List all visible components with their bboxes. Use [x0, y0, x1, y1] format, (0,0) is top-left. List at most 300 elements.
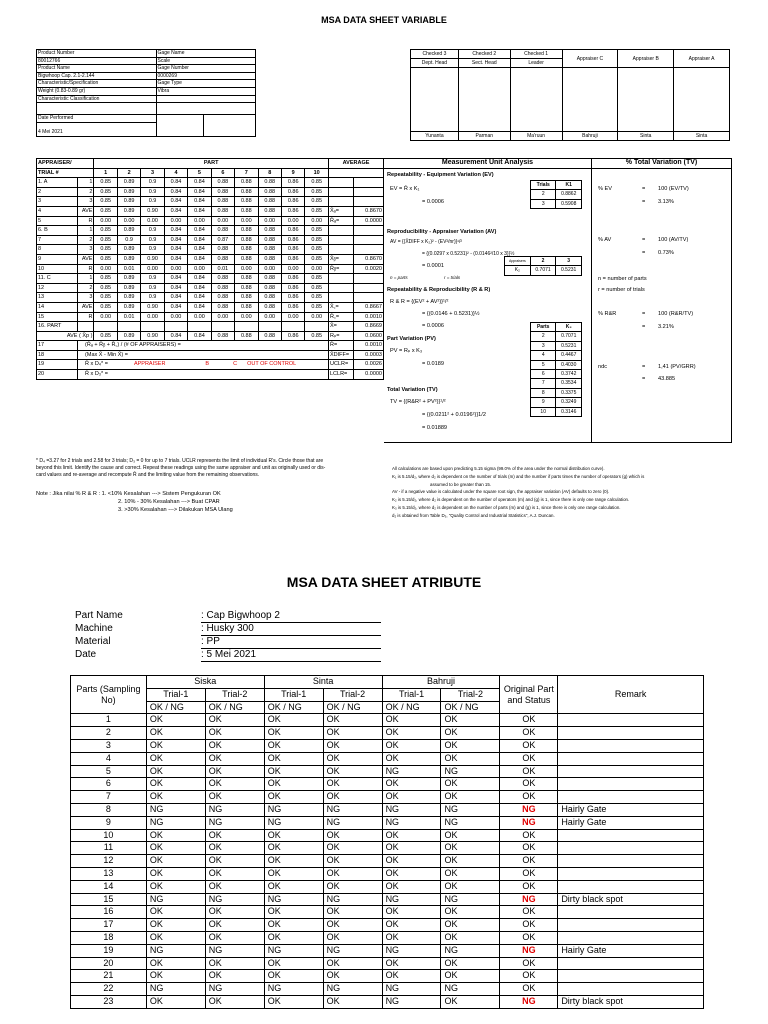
judgement-cell: OK: [205, 970, 264, 983]
judgement-cell: OK: [323, 867, 382, 880]
measure-cell: 0.00: [235, 216, 258, 226]
stat-label: X̄=: [328, 322, 353, 332]
calc-text: R̄ x D₄* =: [85, 361, 108, 368]
stat-value: 0.8669: [354, 322, 384, 332]
judgement-cell: OK: [382, 867, 441, 880]
pct-rr-eq: =: [642, 323, 646, 330]
k1-head-k1: K1: [556, 181, 582, 190]
appraiser-cell: 15: [37, 312, 78, 322]
judgement-cell: NG: [323, 893, 382, 906]
ndc-eq: =: [642, 363, 646, 370]
judgement-cell: NG: [382, 803, 441, 816]
info-label: Characteristic/Specification: [37, 80, 157, 88]
part-average-cell: 0.84: [164, 331, 187, 341]
measure-cell: 0.88: [258, 293, 281, 303]
appraiser-cell: 14: [37, 302, 78, 312]
pv-title: Part Variation (PV): [387, 335, 436, 342]
judgement-cell: OK: [323, 778, 382, 791]
judgement-cell: OK: [441, 842, 500, 855]
attr-field-row: [75, 623, 385, 636]
measure-cell: 0.85: [94, 235, 117, 245]
role-dept-head: Dept. Head: [411, 59, 459, 68]
remark-cell: [558, 727, 704, 740]
judgement-cell: OK: [323, 752, 382, 765]
stat-label: Rₚ=: [328, 331, 353, 341]
remark-cell: [558, 880, 704, 893]
original-status: OK: [500, 983, 558, 996]
measure-cell: 0.88: [211, 293, 234, 303]
judgement-cell: OK: [264, 842, 323, 855]
judgement-cell: OK: [146, 727, 205, 740]
info-label: 80012766: [37, 57, 157, 65]
calc-text: APPRAISER: [133, 361, 166, 368]
judgement-cell: OK: [441, 752, 500, 765]
trial-cell: AVE: [78, 302, 94, 312]
part-header: PART: [94, 159, 329, 169]
original-status: OK: [500, 765, 558, 778]
measure-cell: 0.9: [141, 293, 164, 303]
k3-cell: 0.3534: [556, 379, 582, 388]
measure-cell: 0.85: [305, 178, 329, 188]
measure-cell: 0.88: [235, 178, 258, 188]
info-label: Bigwhoop Cap. 2.1-2.144: [37, 72, 157, 80]
ok-ng-header: OK / NG: [264, 701, 323, 714]
measure-cell: 0.00: [188, 264, 211, 274]
stat-value: [354, 283, 384, 293]
measure-cell: 0.84: [164, 245, 187, 255]
measure-cell: 0.86: [281, 226, 304, 236]
appraiser-b-head: Appraiser B: [618, 50, 674, 68]
k2-head: 3: [556, 257, 582, 266]
judgement-cell: OK: [264, 970, 323, 983]
measure-cell: 0.88: [258, 245, 281, 255]
trial-cell: 3: [78, 245, 94, 255]
judgement-cell: OK: [323, 842, 382, 855]
judgement-cell: OK: [323, 829, 382, 842]
original-status: OK: [500, 727, 558, 740]
measure-cell: 0.85: [94, 274, 117, 284]
k2-label: K₂: [505, 266, 531, 275]
calc-text: (Max X̄ - Min X̄) =: [85, 351, 128, 358]
remark-cell: [558, 791, 704, 804]
measure-cell: 0.88: [235, 197, 258, 207]
stat-value: [354, 293, 384, 303]
note-line: 3. >30% Kesalahan ---> Dilakukan MSA Ulang: [118, 507, 233, 513]
original-status: OK: [500, 931, 558, 944]
sign-box: [618, 68, 674, 132]
judgement-cell: OK: [264, 778, 323, 791]
r-trials-def: r = number of trials: [598, 286, 645, 293]
measure-cell: [235, 322, 258, 332]
appraiser-cell: 13: [37, 293, 78, 303]
variable-data-table: [36, 158, 384, 380]
stat-label: [328, 274, 353, 284]
k3-cell: 0.3146: [556, 407, 582, 416]
measure-cell: [211, 322, 234, 332]
original-status: OK: [500, 880, 558, 893]
measure-cell: 0.88: [235, 302, 258, 312]
pct-rr-formula: 100 (R&R/TV): [658, 310, 694, 317]
measure-cell: 0.01: [117, 312, 140, 322]
pct-av-value: 0.73%: [658, 249, 674, 256]
measure-cell: 0.85: [94, 178, 117, 188]
trial-header: TRIAL #: [37, 168, 94, 178]
stat-label: R̄꜀=: [328, 312, 353, 322]
measure-cell: 0.90: [141, 206, 164, 216]
info-label: Product Number: [37, 50, 157, 58]
measure-cell: 0.84: [188, 235, 211, 245]
measure-cell: 0.85: [305, 226, 329, 236]
average-header: AVERAGE: [328, 159, 383, 169]
remark-cell: [558, 957, 704, 970]
judgement-cell: NG: [146, 944, 205, 957]
judgement-cell: OK: [264, 931, 323, 944]
av-formula: AV = {(X̄DIFF x K₂)² - (EV²/nr)}¹/²: [390, 238, 462, 245]
measure-cell: [94, 322, 117, 332]
measure-cell: 0.84: [164, 178, 187, 188]
tv-result: = 0.01889: [422, 424, 448, 431]
measure-cell: 0.9: [141, 187, 164, 197]
judgement-cell: OK: [441, 778, 500, 791]
measure-cell: 0.9: [141, 235, 164, 245]
part-number: 13: [71, 867, 147, 880]
judgement-cell: NG: [205, 944, 264, 957]
pct-av-eq: =: [642, 236, 646, 243]
original-status: OK: [500, 919, 558, 932]
stat-value: 0.8670: [354, 206, 384, 216]
k3-cell: 2: [531, 332, 556, 341]
pct-ev-eq: =: [642, 198, 646, 205]
part-average-cell: 0.90: [141, 331, 164, 341]
measure-cell: 0.88: [258, 187, 281, 197]
stat-label: [328, 293, 353, 303]
appraiser-name: Sinta: [674, 132, 730, 141]
trial-1-header: Trial-1: [146, 688, 205, 701]
judgement-cell: NG: [264, 893, 323, 906]
measure-cell: 0.00: [141, 312, 164, 322]
judgement-cell: NG: [382, 816, 441, 829]
remark-cell: [558, 867, 704, 880]
ok-ng-header: OK / NG: [382, 701, 441, 714]
checked-3: Checked 3: [411, 50, 459, 59]
trial-cell: 2: [78, 187, 94, 197]
measure-cell: 0.01: [211, 264, 234, 274]
pct-ev-value: 3.13%: [658, 198, 674, 205]
note-line: K₁ is 5.15/d₂, where d₂ is dependent on the number of trials (m) and the number if parts times the number of operators (g) which is: [392, 473, 645, 479]
original-status: OK: [500, 739, 558, 752]
measure-cell: 0.85: [94, 226, 117, 236]
attr-field-label: Date: [75, 649, 97, 660]
measure-cell: 0.84: [188, 226, 211, 236]
remark-cell: [558, 906, 704, 919]
judgement-cell: NG: [323, 803, 382, 816]
stat-value: 0.0010: [354, 341, 384, 351]
measure-cell: 0.89: [117, 187, 140, 197]
measure-cell: 0.88: [211, 178, 234, 188]
measure-cell: 0.00: [281, 264, 304, 274]
judgement-cell: OK: [205, 855, 264, 868]
info-blank: [156, 103, 255, 115]
remark-cell: [558, 919, 704, 932]
measure-cell: 0.88: [235, 206, 258, 216]
measure-cell: 0.88: [235, 226, 258, 236]
remark-cell: Hairly Gate: [558, 803, 704, 816]
part-number: 16: [71, 906, 147, 919]
judgement-cell: OK: [264, 855, 323, 868]
pct-rr-value: 3.21%: [658, 323, 674, 330]
measure-cell: 0.00: [305, 216, 329, 226]
part-number: 5: [71, 765, 147, 778]
trial-cell: R: [78, 312, 94, 322]
note-line: beyond this limit. Identify the cause and correct. Repeat these readings using the same appraiser and unit as originally used or dis-: [36, 465, 326, 472]
judgement-cell: OK: [146, 970, 205, 983]
measure-cell: 0.89: [117, 293, 140, 303]
calc-text: C: [233, 361, 238, 368]
measure-cell: 0.9: [141, 197, 164, 207]
signature-table: [410, 49, 730, 141]
part-number: 9: [71, 816, 147, 829]
info-value: Gage Number: [156, 65, 255, 73]
info-blank: [204, 115, 256, 137]
measure-cell: 0.88: [258, 197, 281, 207]
judgement-cell: NG: [441, 765, 500, 778]
measure-cell: 0.88: [258, 206, 281, 216]
measure-cell: 0.85: [94, 283, 117, 293]
judgement-cell: OK: [146, 855, 205, 868]
judgement-cell: OK: [382, 906, 441, 919]
judgement-cell: NG: [382, 765, 441, 778]
stat-label: [328, 245, 353, 255]
attr-field-value: : PP: [201, 636, 381, 649]
measure-cell: 0.00: [141, 216, 164, 226]
measure-cell: 0.85: [305, 293, 329, 303]
ndc-value: 43.885: [658, 375, 676, 382]
date-label: Date Performed: [37, 115, 157, 123]
info-value: 0000269: [156, 72, 255, 80]
measure-cell: 0.88: [211, 206, 234, 216]
stat-label: UCLR=: [328, 360, 353, 370]
note-line: card values and re-average and recompute R̄ and the limiting value from the remaining observations.: [36, 472, 260, 479]
sign-box: [562, 68, 618, 132]
stat-label: [328, 197, 353, 207]
appraiser-cell: 4: [37, 206, 78, 216]
part-number: 21: [71, 970, 147, 983]
measure-cell: 0.88: [235, 283, 258, 293]
pct-ev-formula: 100 (EV/TV): [658, 185, 689, 192]
part-col-8: 8: [258, 168, 281, 178]
stat-value: [354, 274, 384, 284]
measure-cell: [281, 322, 304, 332]
judgement-cell: NG: [382, 893, 441, 906]
n-parts-def: n = number of parts: [598, 275, 647, 282]
judgement-cell: OK: [146, 739, 205, 752]
judgement-cell: OK: [146, 957, 205, 970]
measure-cell: 0.88: [235, 274, 258, 284]
measure-cell: 0.84: [188, 178, 211, 188]
judgement-cell: OK: [382, 739, 441, 752]
original-status: NG: [500, 816, 558, 829]
notes-kesalahan: [36, 490, 386, 514]
judgement-cell: OK: [382, 791, 441, 804]
tv-formula: TV = {(R&R² + PV²)}¹/²: [390, 398, 446, 405]
appraiser-a-head: Appraiser A: [674, 50, 730, 68]
measure-cell: 0.86: [281, 302, 304, 312]
judgement-cell: OK: [146, 867, 205, 880]
variable-title: MSA DATA SHEET VARIABLE: [321, 15, 447, 25]
measure-cell: 0.84: [164, 302, 187, 312]
remark-cell: [558, 739, 704, 752]
stat-value: 0.0010: [354, 312, 384, 322]
remark-header: Remark: [558, 676, 704, 714]
judgement-cell: OK: [205, 714, 264, 727]
k3-cell: 0.3375: [556, 388, 582, 397]
judgement-cell: NG: [382, 944, 441, 957]
part-number: 22: [71, 983, 147, 996]
measure-cell: 0.85: [305, 302, 329, 312]
judgement-cell: OK: [382, 855, 441, 868]
part-number: 7: [71, 791, 147, 804]
measure-cell: 0.88: [235, 254, 258, 264]
trial-1-header: Trial-1: [264, 688, 323, 701]
measure-cell: 0.84: [188, 293, 211, 303]
ev-result: = 0.0006: [422, 198, 444, 205]
original-status: NG: [500, 995, 558, 1008]
stat-label: [328, 178, 353, 188]
measure-cell: [305, 322, 329, 332]
measure-cell: 0.00: [94, 216, 117, 226]
measure-cell: 0.86: [281, 178, 304, 188]
measure-cell: 0.88: [235, 187, 258, 197]
part-col-10: 10: [305, 168, 329, 178]
measure-cell: 0.84: [188, 302, 211, 312]
judgement-cell: OK: [205, 752, 264, 765]
judgement-cell: OK: [205, 842, 264, 855]
judgement-cell: OK: [441, 931, 500, 944]
sign-box: [674, 68, 730, 132]
judgement-cell: OK: [205, 906, 264, 919]
judgement-cell: OK: [382, 957, 441, 970]
signer-name: Ma'ruun: [510, 132, 562, 141]
appraiser-c-head: Appraiser C: [562, 50, 618, 68]
part-col-3: 3: [141, 168, 164, 178]
part-number: 1: [71, 714, 147, 727]
calc-text: OUT OF CONTROL: [247, 361, 297, 368]
measure-cell: 0.85: [305, 245, 329, 255]
notes-right: [392, 465, 732, 520]
measure-cell: 0.85: [305, 235, 329, 245]
judgement-cell: OK: [205, 931, 264, 944]
measure-cell: 0.88: [211, 187, 234, 197]
part-average-label: AVE ( X̄p ): [37, 331, 94, 341]
measure-cell: 0.88: [258, 226, 281, 236]
original-status: OK: [500, 829, 558, 842]
judgement-cell: OK: [441, 867, 500, 880]
note-line: AV - if a negative value is calculated under the square root sign, the appraiser variation (AV) defaults to zero (0).: [392, 489, 610, 495]
judgement-cell: OK: [146, 765, 205, 778]
measure-cell: 0.85: [305, 283, 329, 293]
remark-cell: [558, 778, 704, 791]
remark-cell: [558, 752, 704, 765]
attr-field-row: [75, 636, 385, 649]
judgement-cell: OK: [264, 906, 323, 919]
attr-field-row: [75, 649, 385, 662]
av-subst: = {(0.0297 x 0.5231)² - (0.0146²/10 x 3)}½: [422, 250, 515, 257]
role-leader: Leader: [510, 59, 562, 68]
appraiser-cell: 10: [37, 264, 78, 274]
judgement-cell: NG: [382, 983, 441, 996]
judgement-cell: OK: [264, 765, 323, 778]
stat-label: [328, 283, 353, 293]
appraiser-cell: 6. B: [37, 226, 78, 236]
measure-cell: 0.00: [211, 216, 234, 226]
part-col-4: 4: [164, 168, 187, 178]
measure-cell: 0.88: [211, 226, 234, 236]
measure-cell: 0.00: [211, 312, 234, 322]
attr-field-label: Part Name: [75, 610, 123, 621]
remark-cell: [558, 855, 704, 868]
remark-cell: Dirty black spot: [558, 893, 704, 906]
trial-cell: 1: [78, 274, 94, 284]
judgement-cell: OK: [441, 714, 500, 727]
stat-label: X̄DIFF=: [328, 350, 353, 360]
trial-cell: R: [78, 216, 94, 226]
calc-row: [78, 360, 329, 370]
rr-subst: = {(0.0146 + 0.5231)}½: [422, 310, 480, 317]
measure-cell: 0.89: [117, 206, 140, 216]
measure-cell: 0.89: [117, 254, 140, 264]
judgement-cell: OK: [382, 714, 441, 727]
part-average-cell: 0.85: [94, 331, 117, 341]
measure-cell: 0.89: [117, 274, 140, 284]
note-line: 2. 10% - 30% Kesalahan ---> Buat CPAR: [118, 499, 220, 505]
original-status: OK: [500, 778, 558, 791]
judgement-cell: OK: [264, 714, 323, 727]
measure-cell: 0.85: [305, 197, 329, 207]
attr-field-value: : 5 Mei 2021: [201, 649, 381, 662]
measure-cell: 0.85: [305, 274, 329, 284]
role-sect-head: Sect. Head: [458, 59, 510, 68]
measure-cell: 0.88: [235, 235, 258, 245]
judgement-cell: OK: [441, 970, 500, 983]
appraiser-name: Bahruji: [562, 132, 618, 141]
rr-result: = 0.0006: [422, 322, 444, 329]
k2-head-appraisers: Appraisers: [505, 257, 531, 266]
judgement-cell: NG: [146, 983, 205, 996]
trial-cell: R: [78, 264, 94, 274]
ev-title: Repeatability - Equipment Variation (EV): [387, 171, 494, 178]
judgement-cell: NG: [205, 893, 264, 906]
sign-box: [411, 68, 459, 132]
judgement-cell: OK: [264, 752, 323, 765]
judgement-cell: OK: [205, 995, 264, 1008]
part-number: 12: [71, 855, 147, 868]
info-table: [36, 49, 256, 137]
measure-cell: 0.86: [281, 197, 304, 207]
judgement-cell: OK: [441, 906, 500, 919]
checked-2: Checked 2: [458, 50, 510, 59]
pct-ev-eq: =: [642, 185, 646, 192]
info-value: [156, 95, 255, 103]
measure-cell: 0.9: [141, 178, 164, 188]
part-number: 19: [71, 944, 147, 957]
judgement-cell: OK: [441, 829, 500, 842]
judgement-cell: OK: [382, 752, 441, 765]
pct-av-label: % AV: [598, 236, 612, 243]
stat-value: 0.0000: [354, 370, 384, 380]
stat-value: [354, 197, 384, 207]
ok-ng-header: OK / NG: [146, 701, 205, 714]
ndc-eq: =: [642, 375, 646, 382]
